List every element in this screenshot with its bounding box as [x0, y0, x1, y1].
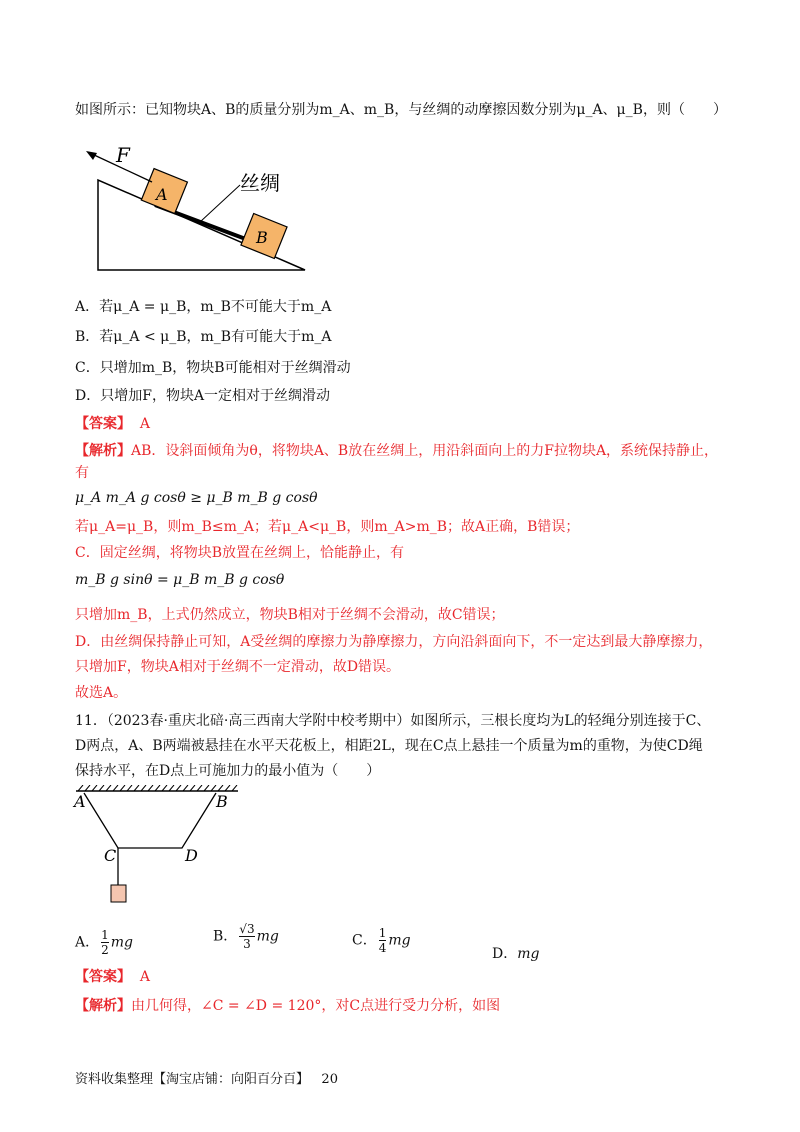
q11-option-d: D．mg: [492, 946, 540, 962]
q10-analysis-2: 有: [75, 465, 89, 481]
q10-analysis-8: 故选A。: [75, 685, 128, 701]
q10-option-c: C．只增加m_B，物块B可能相对于丝绸滑动: [75, 360, 351, 376]
svg-text:A: A: [74, 792, 86, 811]
q11-option-a: A． $\frac{1}{2}$ mg: [75, 928, 134, 957]
q10-analysis-3: 若μ_A=μ_B，则m_B≤m_A；若μ_A<μ_B，则m_A>m_B；故A正确，B错误；: [75, 519, 580, 535]
q11-option-b: B． $\frac{√3}{3}$ mg: [213, 922, 279, 951]
force-label: F: [116, 143, 130, 167]
q10-analysis-1: 【解析】AB．设斜面倾角为θ，将物块A、B放在丝绸上，用沿斜面向上的力F拉物块A，系统保持静止，: [75, 443, 719, 459]
q11-option-c: C． $\frac{1}{4}$ mg: [352, 926, 411, 955]
q11-stem-2: D两点，A、B两端被悬挂在水平天花板上，相距2L，现在C点上悬挂一个质量为m的重物，为使CD绳: [75, 738, 703, 754]
q10-answer: 【答案】 A: [75, 416, 151, 432]
q10-option-a: A．若μ_A = μ_B，m_B不可能大于m_A: [75, 299, 332, 315]
q10-option-d: D．只增加F，物块A一定相对于丝绸滑动: [75, 388, 331, 404]
q10-formula-1: μ_A m_A g cosθ ≥ μ_B m_B g cosθ: [75, 490, 318, 506]
q11-analysis: 【解析】由几何得，∠C = ∠D = 120°，对C点进行受力分析，如图: [75, 998, 501, 1014]
svg-text:B: B: [216, 792, 228, 811]
rope-figure: [72, 785, 242, 910]
rope-path: [84, 793, 216, 848]
page-number: 20: [321, 1072, 338, 1087]
block-a-label: A: [156, 185, 168, 204]
q10-analysis-7: 只增加F，物块A相对于丝绸不一定滑动，故D错误。: [75, 659, 401, 675]
q10-analysis-4: C．固定丝绸，将物块B放置在丝绸上，恰能静止，有: [75, 545, 404, 561]
q10-option-b: B．若μ_A < μ_B，m_B有可能大于m_A: [75, 329, 332, 345]
force-arrow-head: [86, 151, 97, 160]
q10-stem: 如图所示：已知物块A、B的质量分别为m_A、m_B，与丝绸的动摩擦因数分别为μ_A、μ_B，则（ ）: [75, 102, 727, 118]
q11-stem-3: 保持水平，在D点上可施加力的最小值为（ ）: [75, 763, 381, 779]
incline-figure: [80, 140, 310, 275]
silk-label: 丝绸: [240, 171, 280, 195]
q10-analysis-5: 只增加m_B，上式仍然成立，物块B相对于丝绸不会滑动，故C错误；: [75, 607, 505, 623]
q11-answer: 【答案】 A: [75, 969, 151, 985]
page-footer: 资料收集整理【淘宝店铺：向阳百分百】 20: [75, 1072, 338, 1087]
svg-text:D: D: [185, 846, 198, 865]
q10-analysis-6: D．由丝绸保持静止可知，A受丝绸的摩擦力为静摩擦力，方向沿斜面向下，不一定达到最大静摩擦力，: [75, 634, 713, 650]
block-b-label: B: [256, 228, 268, 247]
hanging-weight: [111, 885, 126, 902]
svg-text:C: C: [104, 846, 117, 865]
q11-stem-1: 11．（2023春·重庆北碚·高三西南大学附中校考期中）如图所示，三根长度均为L的轻绳分别连接于C、: [75, 713, 711, 729]
q10-formula-2: m_B g sinθ = μ_B m_B g cosθ: [75, 572, 285, 588]
